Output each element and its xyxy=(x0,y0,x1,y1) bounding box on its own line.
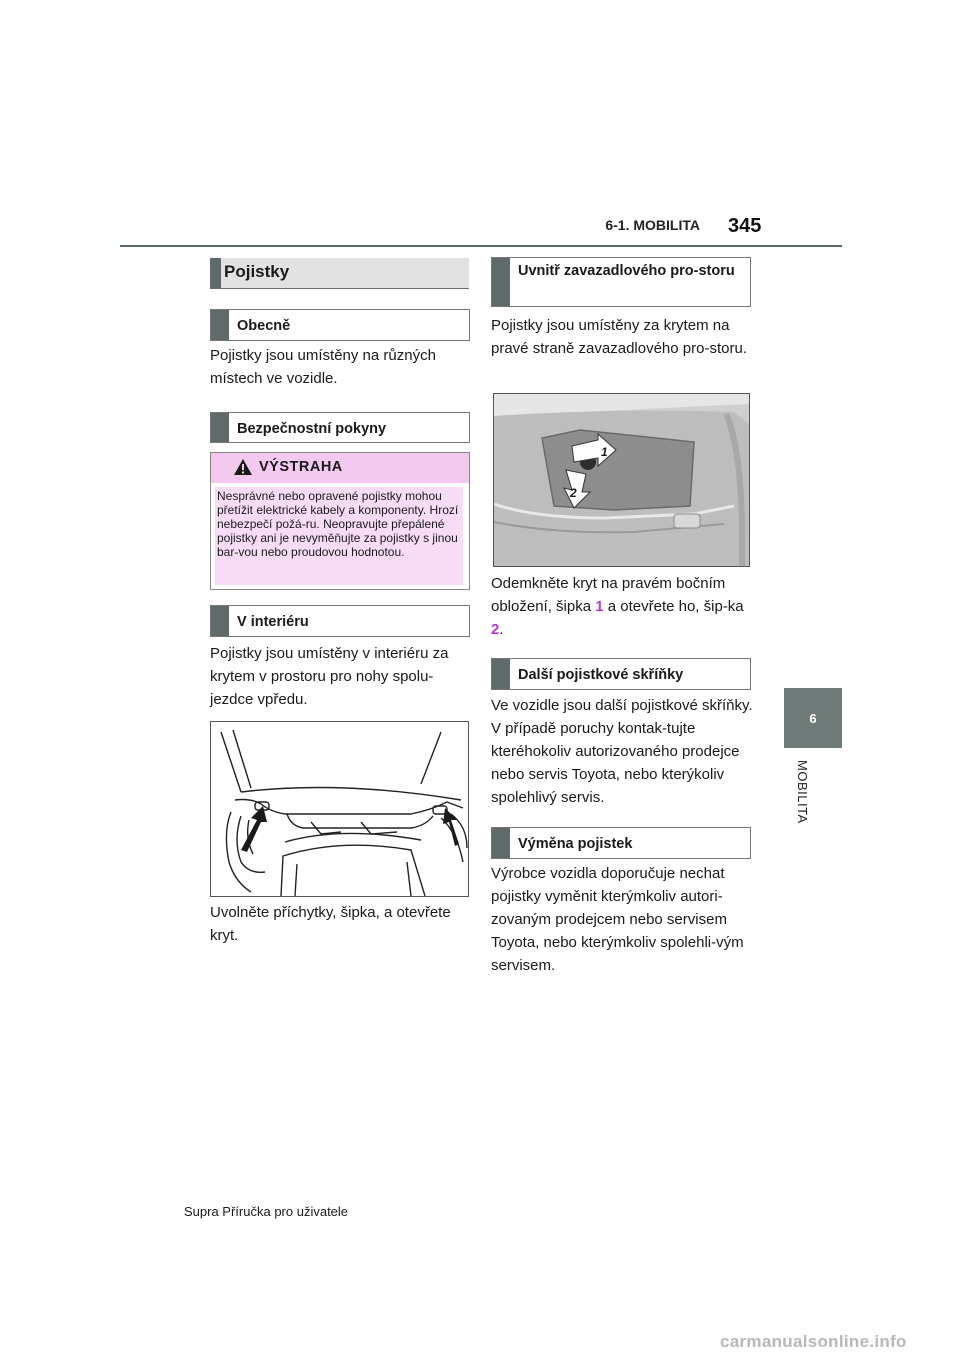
subheading-replacement xyxy=(491,827,751,859)
warning-box xyxy=(210,452,470,590)
section-heading-bar xyxy=(210,258,221,288)
trunk-photo xyxy=(494,394,749,566)
section-heading xyxy=(210,258,469,289)
section-heading-text: Pojistky xyxy=(224,262,290,281)
trunk-caption-part3: . xyxy=(499,621,504,638)
figure-label-1: 1 xyxy=(601,445,608,459)
arrow-ref-2: 2 xyxy=(491,621,500,638)
page-number: 345 xyxy=(728,215,762,237)
subheading-replacement-text: Výměna pojistek xyxy=(518,836,633,852)
arrow-ref-1: 1 xyxy=(595,598,604,615)
subheading-safety-text: Bezpečnostní pokyny xyxy=(237,421,387,437)
subheading-interior xyxy=(210,605,470,637)
warning-text: Nesprávné nebo opravené pojistky mohou přetížit elektrické kabely a komponenty. Hrozí nebezpečí požá-ru. Neopravujte přepálené pojistky ani je nevyměňujte za pojistky s jinou bar-vou nebo proudovou hodnotou. xyxy=(215,487,463,585)
subheading-trunk xyxy=(491,257,751,307)
subheading-general xyxy=(210,309,470,341)
chapter-tab-label: MOBILITA xyxy=(795,760,810,824)
subheading-bar xyxy=(211,606,229,636)
figure-label-2: 2 xyxy=(570,486,577,500)
interior-line-drawing xyxy=(211,722,468,896)
subheading-other-boxes xyxy=(491,658,751,690)
subheading-bar xyxy=(492,258,510,306)
interior-caption: Uvolněte příchytky, šipka, a otevřete kryt. xyxy=(210,904,451,944)
figure-trunk-fuse-cover xyxy=(493,393,750,567)
chapter-tab: 6 xyxy=(784,688,842,748)
general-paragraph: Pojistky jsou umístěny na různých místech ve vozidle. xyxy=(210,347,436,387)
running-header-section: 6-1. MOBILITA xyxy=(605,217,700,233)
trunk-caption-part2: a otevřete ho, šip-ka xyxy=(603,598,744,615)
footer-manual-title: Supra Příručka pro uživatele xyxy=(184,1204,349,1219)
trunk-caption xyxy=(491,572,753,641)
header-rule xyxy=(120,245,842,247)
replacement-paragraph: Výrobce vozidla doporučuje nechat pojistky vyměnit kterýmkoliv autori-zovaným prodejcem nebo servisem Toyota, nebo kterýmkoliv spolehli-vým servisem. xyxy=(491,865,744,974)
watermark: carmanualsonline.info xyxy=(720,1332,907,1351)
trunk-paragraph: Pojistky jsou umístěny za krytem na pravé straně zavazadlového pro-storu. xyxy=(491,317,747,357)
subheading-trunk-text: Uvnitř zavazadlového pro-storu xyxy=(518,263,735,279)
subheading-general-text: Obecně xyxy=(237,318,291,334)
trunk-caption-part1: Odemkněte kryt na pravém bočním obložení, šipka xyxy=(491,575,726,615)
release-arrow-right xyxy=(443,808,459,846)
figure-interior-fuse-cover xyxy=(210,721,469,897)
subheading-safety xyxy=(210,412,470,443)
subheading-bar xyxy=(492,828,510,858)
subheading-interior-text: V interiéru xyxy=(237,614,309,630)
warning-triangle-icon xyxy=(233,458,253,476)
subheading-bar xyxy=(211,310,229,340)
interior-paragraph: Pojistky jsou umístěny v interiéru za krytem v prostoru pro nohy spolu-jezdce vpředu. xyxy=(210,645,449,708)
other-boxes-paragraph: Ve vozidle jsou další pojistkové skříňky. V případě poruchy kontak-tujte kteréhokoliv autorizovaného prodejce nebo servis Toyota, nebo kterýkoliv spolehlivý servis. xyxy=(491,697,753,806)
subheading-bar xyxy=(492,659,510,689)
release-arrow-left xyxy=(241,806,267,852)
warning-title: VÝSTRAHA xyxy=(259,459,343,475)
subheading-other-boxes-text: Další pojistkové skříňky xyxy=(518,667,684,683)
subheading-bar xyxy=(211,413,229,442)
